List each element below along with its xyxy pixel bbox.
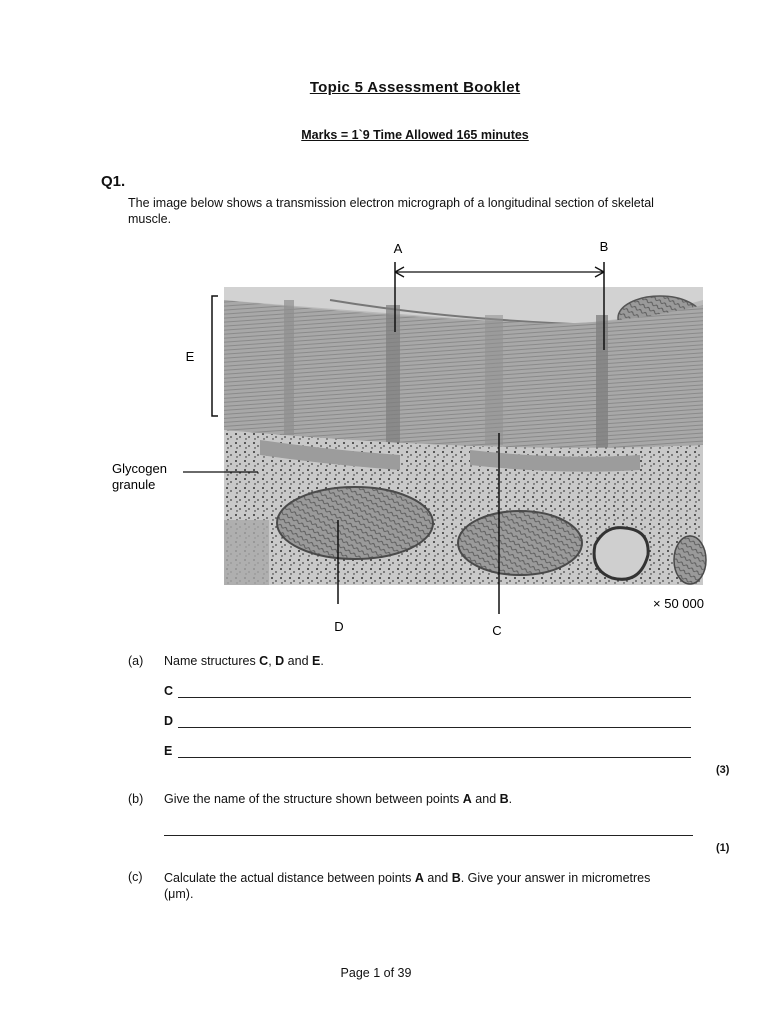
question-number: Q1. bbox=[101, 173, 126, 190]
part-a-question: Name structures C, D and E. bbox=[164, 654, 324, 668]
label-a: A bbox=[393, 241, 403, 256]
question-intro: The image below shows a transmission electron micrograph of a longitudinal section of skeletal muscle. bbox=[128, 196, 654, 226]
marks-a: (3) bbox=[716, 764, 730, 776]
bracket-e bbox=[212, 296, 218, 416]
part-c-letter: (c) bbox=[128, 870, 143, 884]
answer-line-e[interactable] bbox=[178, 757, 691, 758]
marks-line: Marks = 1`9 Time Allowed 165 minutes bbox=[301, 128, 529, 142]
label-b: B bbox=[599, 239, 609, 254]
label-glycogen-2: granule bbox=[112, 477, 156, 492]
label-e: E bbox=[185, 349, 195, 364]
answer-line-d[interactable] bbox=[178, 727, 691, 728]
part-b-question: Give the name of the structure shown between points A and B. bbox=[164, 792, 513, 806]
label-c: C bbox=[492, 623, 502, 638]
part-c-question: Calculate the actual distance between points A and B. Give your answer in micrometres (μm). bbox=[164, 871, 651, 901]
magnification: × 50 000 bbox=[653, 596, 704, 611]
label-d: D bbox=[334, 619, 344, 634]
part-b-letter: (b) bbox=[128, 792, 144, 806]
micrograph-image bbox=[224, 287, 706, 585]
part-a-letter: (a) bbox=[128, 654, 144, 668]
answer-line-c[interactable] bbox=[178, 697, 691, 698]
answer-label-c: C bbox=[164, 684, 174, 698]
answer-line-b[interactable] bbox=[164, 835, 693, 836]
label-glycogen-1: Glycogen bbox=[112, 461, 167, 476]
answer-label-e: E bbox=[164, 744, 173, 758]
answer-label-d: D bbox=[164, 714, 174, 728]
page-number: Page 1 of 39 bbox=[340, 966, 412, 980]
marks-b: (1) bbox=[716, 842, 730, 854]
micrograph-figure bbox=[0, 230, 768, 650]
page-title: Topic 5 Assessment Booklet bbox=[309, 79, 521, 96]
